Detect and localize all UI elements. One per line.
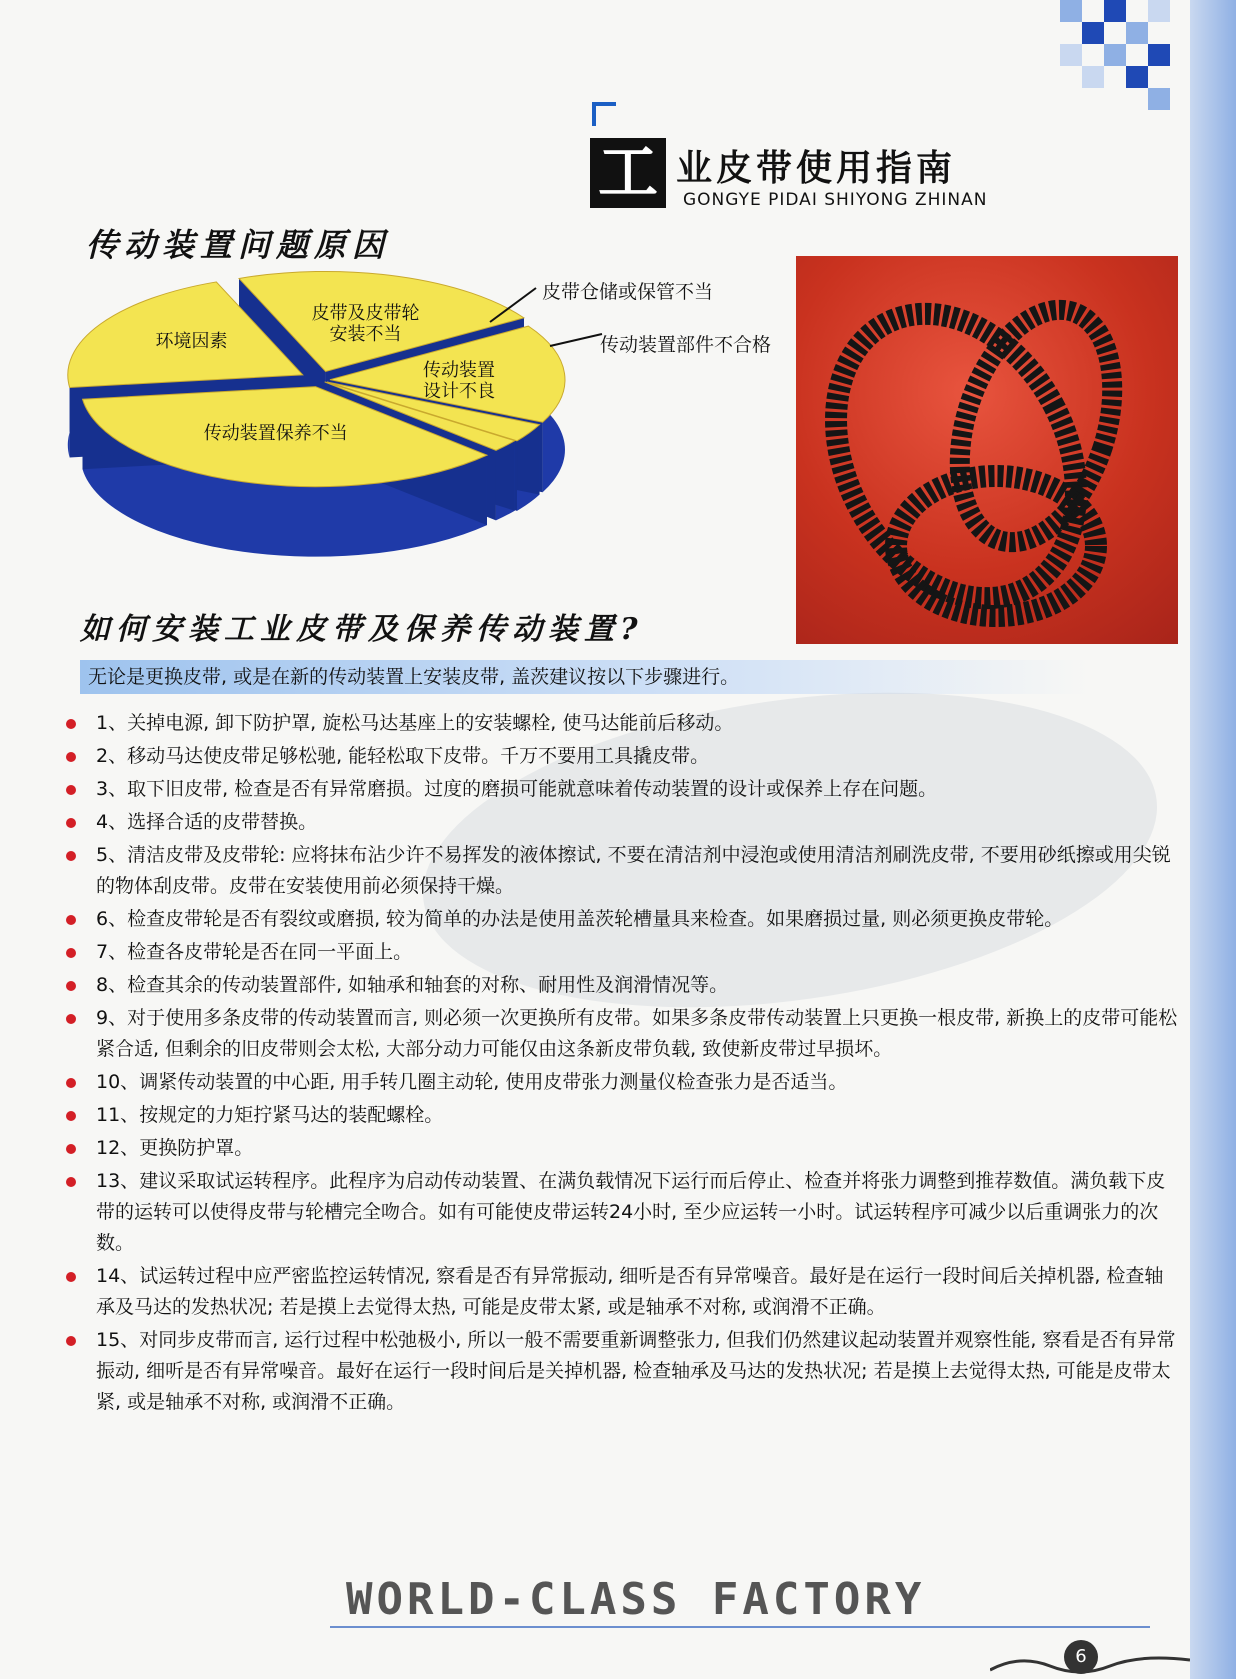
pie-slice-label: 传动装置保养不当 (203, 422, 348, 444)
callout-arrow (550, 334, 602, 346)
belt-photo (796, 256, 1178, 644)
step-number: 1、 (96, 712, 128, 734)
title-corner-mark (592, 102, 616, 126)
step-text: 调紧传动装置的中心距, 用手转几圈主动轮, 使用皮带张力测量仪检查张力是否适当。 (139, 1071, 848, 1093)
step-item (62, 840, 1180, 902)
step-text: 建议采取试运转程序。此程序为启动传动装置、在满负载情况下运行而后停止、检查并将张力调整到推荐数值。满负载下皮带的运转可以使得皮带与轮槽完全吻合。如有可能使皮带运转24小时, 至少应运转一小时。试运转程序可减少以后重调张力的次数。 (96, 1170, 1166, 1254)
step-item (62, 807, 1180, 838)
step-number: 2、 (96, 745, 128, 767)
intro-text: 无论是更换皮带, 或是在新的传动装置上安装皮带, 盖茨建议按以下步骤进行。 (80, 660, 1088, 694)
step-item (62, 904, 1180, 935)
step-number: 11、 (96, 1104, 140, 1126)
howto-title: 如何安装工业皮带及保养传动装置? (80, 612, 644, 647)
step-item (62, 708, 1180, 739)
bullet-dot-icon (66, 1272, 76, 1282)
step-text: 清洁皮带及皮带轮: 应将抹布沾少许不易挥发的液体擦试, 不要在清洁剂中浸泡或使用清洁剂刷洗皮带, 不要用砂纸擦或用尖锐的物体刮皮带。皮带在安装使用前必须保持干燥。 (96, 844, 1171, 897)
pie-slice-label: 环境因素 (155, 330, 228, 352)
step-number: 3、 (96, 778, 128, 800)
bullet-dot-icon (66, 1111, 76, 1121)
step-text: 检查各皮带轮是否在同一平面上。 (127, 941, 413, 963)
step-text: 检查其余的传动装置部件, 如轴承和轴套的对称、耐用性及润滑情况等。 (127, 974, 729, 996)
step-number: 4、 (96, 811, 128, 833)
step-number: 8、 (96, 974, 128, 996)
step-item (62, 1261, 1180, 1323)
bullet-dot-icon (66, 1144, 76, 1154)
bullet-dot-icon (66, 818, 76, 828)
step-item (62, 1067, 1180, 1098)
step-number: 15、 (96, 1329, 140, 1351)
bullet-dot-icon (66, 752, 76, 762)
step-text: 检查皮带轮是否有裂纹或磨损, 较为简单的办法是使用盖茨轮槽量具来检查。如果磨损过量, 则必须更换皮带轮。 (127, 908, 1064, 930)
bullet-dot-icon (66, 915, 76, 925)
step-text: 关掉电源, 卸下防护罩, 旋松马达基座上的安装螺栓, 使马达能前后移动。 (127, 712, 734, 734)
step-number: 6、 (96, 908, 128, 930)
bullet-dot-icon (66, 948, 76, 958)
step-item (62, 1166, 1180, 1259)
step-item (62, 1133, 1180, 1164)
bullet-dot-icon (66, 851, 76, 861)
step-item (62, 1100, 1180, 1131)
step-text: 取下旧皮带, 检查是否有异常磨损。过度的磨损可能就意味着传动装置的设计或保养上存在问题。 (127, 778, 938, 800)
title-char-block: 工 (590, 138, 666, 208)
step-number: 7、 (96, 941, 128, 963)
step-number: 14、 (96, 1265, 140, 1287)
pie-slice-label: 设计不良 (422, 381, 495, 403)
step-item (62, 1325, 1180, 1418)
pie-slice-label: 安装不当 (329, 324, 402, 346)
pie-chart (50, 270, 610, 590)
step-text: 移动马达使皮带足够松驰, 能轻松取下皮带。千万不要用工具撬皮带。 (127, 745, 710, 767)
step-item (62, 741, 1180, 772)
decorative-squares (1050, 0, 1190, 120)
callout-storage: 皮带仓储或保管不当 (542, 281, 714, 303)
step-text: 对同步皮带而言, 运行过程中松弛极小, 所以一般不需要重新调整张力, 但我们仍然建议起动装置并观察性能, 察看是否有异常振动, 细听是否有异常噪音。最好在运行一段时间后是关掉机器, 检查轴承及马达的发热状况; 若是摸上去觉得太热, 可能是皮带太紧, 或是轴承不对称, 或润滑不正确。 (96, 1329, 1176, 1413)
step-item (62, 970, 1180, 1001)
step-item (62, 774, 1180, 805)
step-text: 选择合适的皮带替换。 (127, 811, 318, 833)
step-number: 5、 (96, 844, 128, 866)
chart-title: 传动装置问题原因 (86, 226, 391, 264)
step-number: 13、 (96, 1170, 140, 1192)
right-decorative-stripe (1190, 0, 1236, 1679)
bullet-dot-icon (66, 1177, 76, 1187)
step-text: 试运转过程中应严密监控运转情况, 察看是否有异常振动, 细听是否有异常噪音。最好是在运行一段时间后关掉机器, 检查轴承及马达的发热状况; 若是摸上去觉得太热, 可能是皮带太紧, 或是轴承不对称, 或润滑不正确。 (96, 1265, 1164, 1318)
footer-divider (330, 1626, 1150, 1628)
step-text: 按规定的力矩拧紧马达的装配螺栓。 (139, 1104, 444, 1126)
bullet-dot-icon (66, 719, 76, 729)
bullet-dot-icon (66, 1078, 76, 1088)
pie-slice-label: 传动装置 (422, 360, 495, 382)
step-text: 更换防护罩。 (139, 1137, 254, 1159)
pie-slice-label: 皮带及皮带轮 (311, 303, 420, 325)
step-number: 10、 (96, 1071, 140, 1093)
bullet-dot-icon (66, 785, 76, 795)
bullet-dot-icon (66, 981, 76, 991)
bullet-dot-icon (66, 1336, 76, 1346)
step-number: 9、 (96, 1007, 128, 1029)
step-item (62, 1003, 1180, 1065)
step-text: 对于使用多条皮带的传动装置而言, 则必须一次更换所有皮带。如果多条皮带传动装置上只更换一根皮带, 新换上的皮带可能松紧合适, 但剩余的旧皮带则会太松, 大部分动力可能仅由这条新皮带负载, 致使新皮带过早损坏。 (96, 1007, 1178, 1060)
step-number: 12、 (96, 1137, 140, 1159)
bullet-dot-icon (66, 1014, 76, 1024)
callout-parts: 传动装置部件不合格 (600, 334, 772, 356)
steps-list (62, 708, 1180, 1420)
page-number: 6 (1064, 1640, 1098, 1674)
step-item (62, 937, 1180, 968)
page-title: 业皮带使用指南 (676, 148, 957, 189)
footer-slogan: WORLD-CLASS FACTORY (346, 1574, 926, 1625)
page-subtitle-pinyin: GONGYE PIDAI SHIYONG ZHINAN (683, 190, 988, 210)
